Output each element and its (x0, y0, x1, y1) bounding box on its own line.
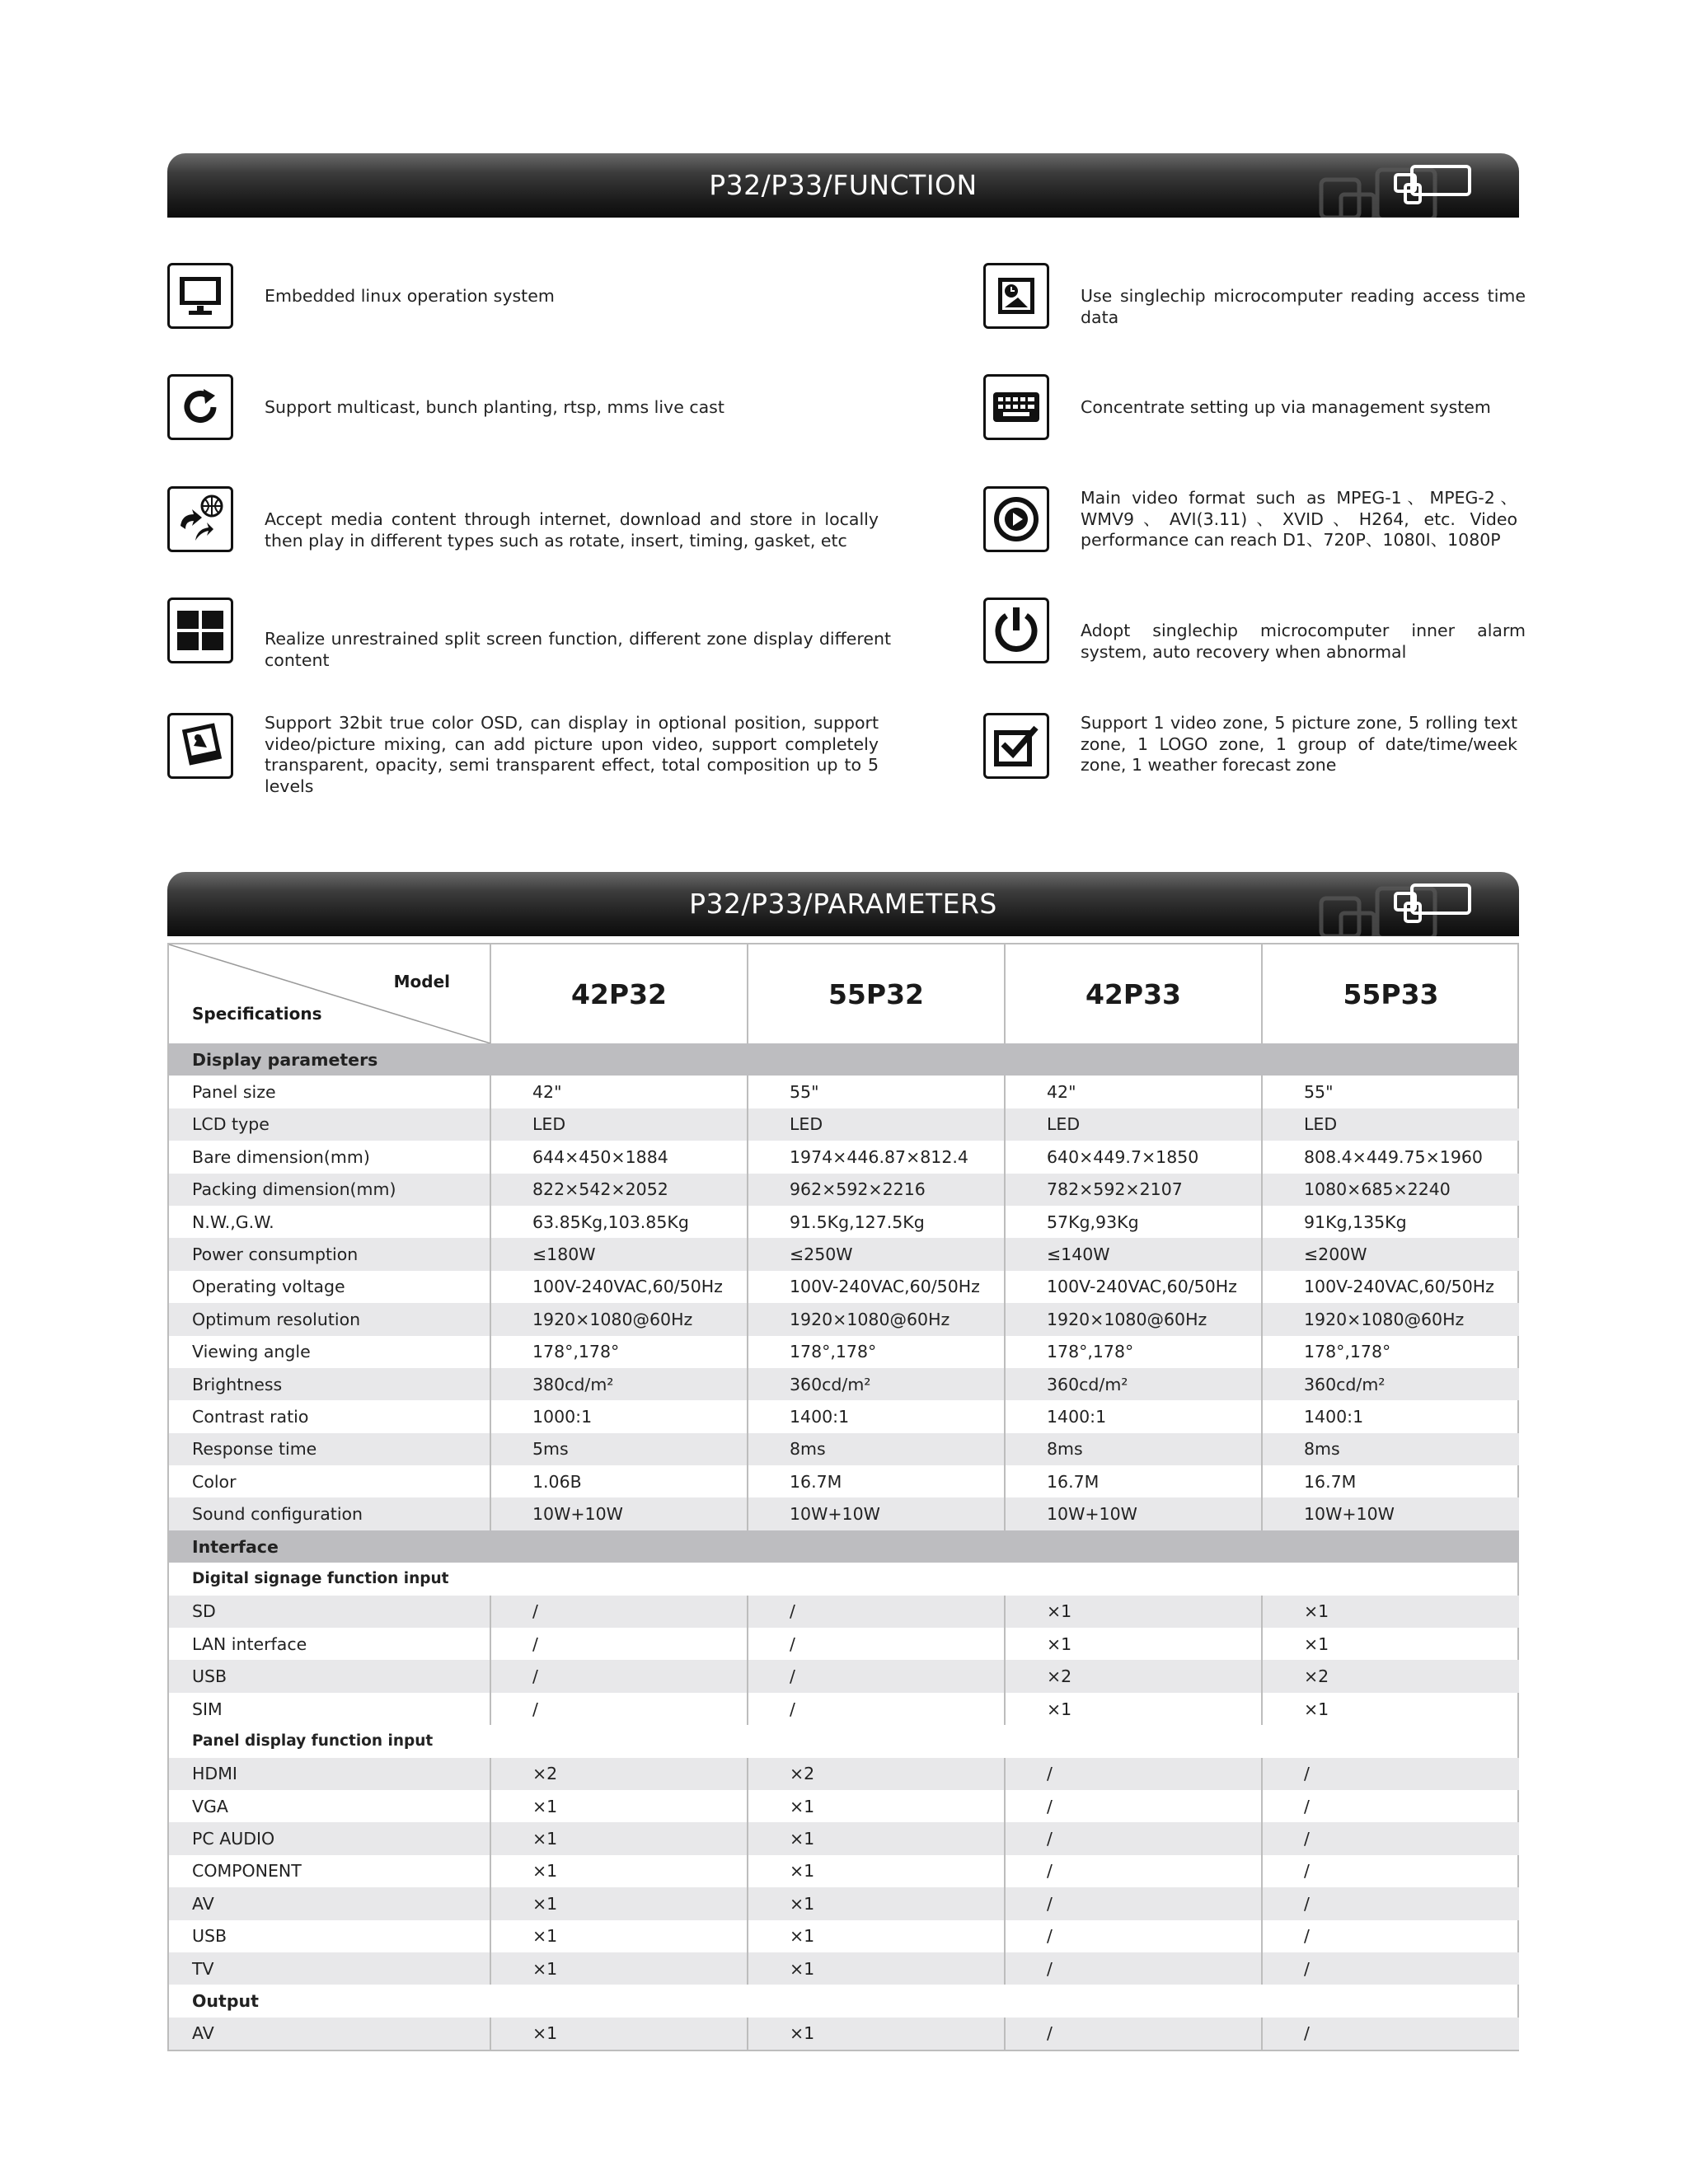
spec-value: LED (1262, 1108, 1519, 1141)
spec-value: / (748, 1693, 1005, 1725)
spec-label: SIM (192, 1699, 223, 1719)
spec-value: / (1005, 1855, 1262, 1887)
spec-value: 1400:1 (1262, 1400, 1519, 1432)
spec-value: ×2 (1005, 1660, 1262, 1692)
spec-label: VGA (192, 1796, 228, 1816)
table-row (169, 1497, 1519, 1530)
feature-text: Embedded linux operation system (265, 286, 555, 306)
spec-value: 8ms (748, 1433, 1005, 1465)
table-row (169, 1206, 1519, 1238)
table-row (169, 1368, 1519, 1400)
spec-value: ×1 (748, 2018, 1005, 2050)
spec-label: AV (169, 2018, 490, 2050)
spec-label: COMPONENT (192, 1861, 302, 1882)
spec-value: ×2 (748, 1758, 1005, 1790)
feature-item (167, 486, 879, 598)
spec-value: / (1262, 1758, 1519, 1790)
parameters-banner (167, 872, 1519, 936)
feature-text: Realize unrestrained split screen function, different zone display different content (265, 629, 891, 670)
spec-label: Panel size (192, 1082, 276, 1103)
spec-label: Packing dimension(mm) (169, 1174, 490, 1206)
spec-value: 360cd/m² (1005, 1368, 1262, 1400)
spec-value: 1400:1 (1005, 1400, 1262, 1432)
spec-value: 380cd/m² (490, 1368, 748, 1400)
section-label: Interface (169, 1530, 1519, 1563)
split-screen-icon (167, 598, 233, 663)
table-row (169, 1076, 1519, 1108)
table-corner-cell (169, 944, 490, 1043)
spec-value: / (1262, 1855, 1519, 1887)
section-label: Display parameters (169, 1043, 1519, 1076)
spec-value: 178°,178° (748, 1336, 1005, 1368)
table-row (169, 1433, 1519, 1465)
model-header: 42P33 (1005, 944, 1262, 1043)
spec-value: 10W+10W (490, 1497, 748, 1530)
spec-value: ×1 (490, 1952, 748, 1985)
spec-label: Viewing angle (192, 1342, 311, 1362)
spec-value: 1920×1080@60Hz (1005, 1303, 1262, 1335)
spec-value: ×1 (1262, 1693, 1519, 1725)
table-row (169, 1303, 1519, 1335)
feature-text: Support multicast, bunch planting, rtsp, mms live cast (265, 397, 724, 417)
spec-value: ×1 (1262, 1596, 1519, 1628)
spec-value: LED (490, 1108, 748, 1141)
spec-value: 8ms (1262, 1433, 1519, 1465)
table-section-row (169, 1530, 1519, 1563)
spec-value: / (1262, 1887, 1519, 1919)
spec-value: 16.7M (748, 1465, 1005, 1497)
spec-value: ×1 (490, 1822, 748, 1854)
spec-value: 1080×685×2240 (1262, 1174, 1519, 1206)
table-row (169, 1238, 1519, 1270)
spec-label: Contrast ratio (192, 1406, 309, 1427)
spec-value: ×1 (490, 2018, 748, 2050)
spec-value: 100V-240VAC,60/50Hz (748, 1271, 1005, 1303)
table-row (169, 1465, 1519, 1497)
spec-value: ×1 (1262, 1628, 1519, 1660)
feature-text: Main video format such as MPEG-1、MPEG-2、WMV9、AVI(3.11)、XVID、H264, etc. Video performance can reach D1、720P、1080I、1080P (1081, 488, 1517, 550)
diagonal-divider (169, 944, 490, 1043)
monitor-icon (167, 263, 233, 329)
spec-value: / (490, 1693, 748, 1725)
table-row (169, 1758, 1519, 1790)
spec-label: SD (169, 1596, 490, 1628)
feature-item (983, 598, 1659, 709)
spec-value: 1920×1080@60Hz (490, 1303, 748, 1335)
spec-value: / (1262, 1822, 1519, 1854)
spec-value: 10W+10W (1005, 1497, 1262, 1530)
subsection-label: Digital signage function input (192, 1570, 449, 1588)
spec-value: ×1 (748, 1887, 1005, 1919)
spec-label: Optimum resolution (169, 1303, 490, 1335)
table-row (169, 1108, 1519, 1141)
table-row (169, 1628, 1519, 1660)
spec-value: ×1 (748, 1822, 1005, 1854)
spec-value: 1974×446.87×812.4 (748, 1141, 1005, 1173)
spec-value: 1920×1080@60Hz (1262, 1303, 1519, 1335)
feature-item (167, 263, 843, 374)
spec-value: 1.06B (490, 1465, 748, 1497)
spec-value: 178°,178° (1005, 1336, 1262, 1368)
spec-value: 8ms (1005, 1433, 1262, 1465)
table-row (169, 1336, 1519, 1368)
spec-value: 822×542×2052 (490, 1174, 748, 1206)
spec-value: ×1 (748, 1790, 1005, 1822)
parameters-table (167, 943, 1519, 2051)
spec-value: 16.7M (1005, 1465, 1262, 1497)
checkbox-icon (983, 713, 1049, 779)
calendar-clock-icon (983, 263, 1049, 329)
spec-value: 1000:1 (490, 1400, 748, 1432)
model-header: 55P32 (748, 944, 1005, 1043)
spec-value: 63.85Kg,103.85Kg (490, 1206, 748, 1238)
spec-value: / (1005, 2018, 1262, 2050)
spec-value: 55" (1262, 1076, 1519, 1108)
table-row (169, 1887, 1519, 1919)
spec-value: 808.4×449.75×1960 (1262, 1141, 1519, 1173)
spec-label: Operating voltage (192, 1277, 345, 1297)
windows-logo-icon (1313, 880, 1494, 936)
spec-value: ×2 (1262, 1660, 1519, 1692)
spec-value: 100V-240VAC,60/50Hz (490, 1271, 748, 1303)
spec-value: 42" (1005, 1076, 1262, 1108)
windows-logo-icon (1313, 162, 1494, 218)
table-row (169, 1855, 1519, 1887)
spec-value: 782×592×2107 (1005, 1174, 1262, 1206)
feature-item (983, 374, 1659, 485)
spec-label: AV (169, 1887, 490, 1919)
table-row (169, 1596, 1519, 1628)
subsection-label: Panel display function input (192, 1732, 434, 1750)
spec-value: 360cd/m² (1262, 1368, 1519, 1400)
feature-item (983, 486, 1659, 598)
spec-value: / (1005, 1920, 1262, 1952)
spec-value: 91.5Kg,127.5Kg (748, 1206, 1005, 1238)
spec-value: / (1262, 2018, 1519, 2050)
feature-item (983, 713, 1659, 824)
spec-label: LAN interface (192, 1633, 307, 1654)
spec-value: 100V-240VAC,60/50Hz (1262, 1271, 1519, 1303)
table-subsection-row (169, 1725, 1519, 1757)
corner-specifications-label: Specifications (192, 1004, 322, 1024)
spec-value: / (1005, 1758, 1262, 1790)
spec-label: Brightness (169, 1368, 490, 1400)
table-row (169, 1141, 1519, 1173)
table-row (169, 1790, 1519, 1822)
spec-value: LED (748, 1108, 1005, 1141)
spec-label: Response time (169, 1433, 490, 1465)
spec-value: 10W+10W (748, 1497, 1005, 1530)
spec-value: / (748, 1660, 1005, 1692)
feature-text: Support 32bit true color OSD, can display in optional position, support video/picture mixing, can add picture upon video, support completely transparent, opacity, semi transparent effect, total composition up to 5 levels (265, 713, 879, 796)
table-row (169, 1693, 1519, 1725)
spec-value: ≤200W (1262, 1238, 1519, 1270)
features-grid (167, 251, 1526, 796)
feature-text: Concentrate setting up via management system (1081, 397, 1491, 417)
table-row (169, 1174, 1519, 1206)
feature-item (167, 598, 891, 709)
spec-value: ×1 (748, 1920, 1005, 1952)
spec-value: ≤180W (490, 1238, 748, 1270)
spec-value: 91Kg,135Kg (1262, 1206, 1519, 1238)
spec-label: USB (192, 1926, 227, 1947)
table-subsection-row (169, 1985, 1519, 2017)
spec-value: 55" (748, 1076, 1005, 1108)
model-header: 55P33 (1262, 944, 1519, 1043)
spec-label: PC AUDIO (169, 1822, 490, 1854)
spec-value: ×1 (490, 1855, 748, 1887)
keyboard-icon (983, 374, 1049, 440)
spec-label: USB (169, 1660, 490, 1692)
table-row (169, 1400, 1519, 1432)
spec-value: 1400:1 (748, 1400, 1005, 1432)
spec-label: Power consumption (169, 1238, 490, 1270)
table-row (169, 1920, 1519, 1952)
table-subsection-row (169, 1563, 1519, 1595)
globe-download-icon (167, 486, 233, 552)
spec-value: ×1 (490, 1790, 748, 1822)
spec-value: 57Kg,93Kg (1005, 1206, 1262, 1238)
spec-value: ×2 (490, 1758, 748, 1790)
spec-value: 100V-240VAC,60/50Hz (1005, 1271, 1262, 1303)
spec-value: / (1005, 1952, 1262, 1985)
spec-value: / (1005, 1822, 1262, 1854)
spec-value: 178°,178° (1262, 1336, 1519, 1368)
subsection-label: Output (192, 1991, 259, 2012)
feature-item (167, 713, 879, 824)
spec-label: Color (192, 1471, 237, 1492)
table-header-row (169, 944, 1519, 1043)
spec-value: 644×450×1884 (490, 1141, 748, 1173)
corner-model-label: Model (393, 972, 450, 991)
spec-label: LCD type (169, 1108, 490, 1141)
feature-item (167, 374, 843, 485)
feature-text: Accept media content through internet, download and store in locally then play in different types such as rotate, insert, timing, gasket, etc (265, 509, 879, 551)
feature-item (983, 263, 1659, 374)
feature-text: Support 1 video zone, 5 picture zone, 5 rolling text zone, 1 LOGO zone, 1 group of date/time/week zone, 1 weather forecast zone (1081, 713, 1517, 775)
table-row (169, 1952, 1519, 1985)
spec-value: / (1262, 1790, 1519, 1822)
parameters-banner-title: P32/P33/PARAMETERS (689, 888, 997, 920)
spec-label: N.W.,G.W. (192, 1212, 274, 1232)
spec-value: ≤140W (1005, 1238, 1262, 1270)
spec-value: ×1 (748, 1855, 1005, 1887)
spec-value: 1920×1080@60Hz (748, 1303, 1005, 1335)
spec-value: 5ms (490, 1433, 748, 1465)
spec-value: / (490, 1596, 748, 1628)
spec-value: 360cd/m² (748, 1368, 1005, 1400)
spec-label: Sound configuration (169, 1497, 490, 1530)
spec-label: Bare dimension(mm) (192, 1146, 370, 1167)
play-icon (983, 486, 1049, 552)
spec-value: / (490, 1660, 748, 1692)
spec-value: ×1 (1005, 1628, 1262, 1660)
table-row (169, 1660, 1519, 1692)
spec-value: / (1262, 1952, 1519, 1985)
table-section-row (169, 1043, 1519, 1076)
spec-value: / (748, 1596, 1005, 1628)
spec-value: ≤250W (748, 1238, 1005, 1270)
table-row (169, 1271, 1519, 1303)
table-row (169, 2018, 1519, 2050)
function-banner (167, 153, 1519, 218)
spec-value: / (1005, 1887, 1262, 1919)
spec-label: HDMI (169, 1758, 490, 1790)
spec-value: 640×449.7×1850 (1005, 1141, 1262, 1173)
spec-value: 178°,178° (490, 1336, 748, 1368)
feature-text: Use singlechip microcomputer reading access time data (1081, 286, 1526, 327)
refresh-icon (167, 374, 233, 440)
spec-value: 16.7M (1262, 1465, 1519, 1497)
spec-value: ×1 (1005, 1596, 1262, 1628)
spec-value: / (748, 1628, 1005, 1660)
spec-value: 962×592×2216 (748, 1174, 1005, 1206)
spec-value: ×1 (490, 1887, 748, 1919)
spec-value: LED (1005, 1108, 1262, 1141)
function-banner-title: P32/P33/FUNCTION (709, 169, 978, 201)
spec-value: 42" (490, 1076, 748, 1108)
spec-value: ×1 (490, 1920, 748, 1952)
spec-value: ×1 (748, 1952, 1005, 1985)
spec-value: / (1262, 1920, 1519, 1952)
table-row (169, 1822, 1519, 1854)
model-header: 42P32 (490, 944, 748, 1043)
feature-text: Adopt singlechip microcomputer inner alarm system, auto recovery when abnormal (1081, 621, 1526, 662)
spec-value: / (1005, 1790, 1262, 1822)
power-icon (983, 598, 1049, 663)
photo-icon (167, 713, 233, 779)
spec-value: 10W+10W (1262, 1497, 1519, 1530)
spec-label: TV (169, 1952, 490, 1985)
spec-value: ×1 (1005, 1693, 1262, 1725)
spec-value: / (490, 1628, 748, 1660)
